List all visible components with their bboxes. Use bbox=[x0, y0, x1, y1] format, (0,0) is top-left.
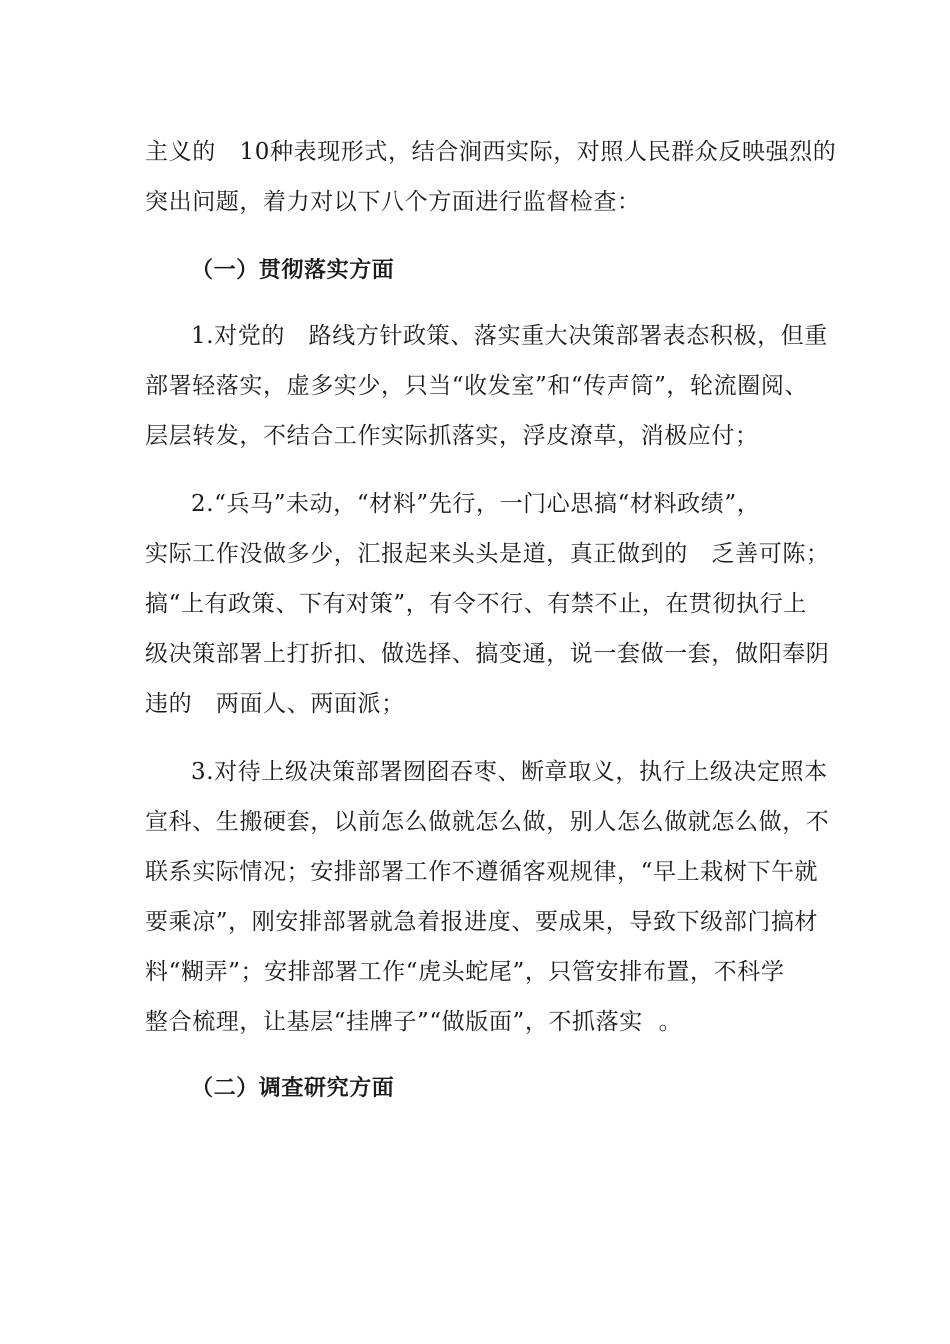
intro-line-2: 突出问题，着力对以下八个方面进行监督检查： bbox=[145, 189, 641, 215]
item-3-line-6: 整合梳理，让基层“挂牌子”“做版面”，不抓落实 。 bbox=[145, 1009, 683, 1035]
section-1-heading: （一）贯彻落实方面 bbox=[191, 258, 395, 283]
item-1-line-3: 层层转发，不结合工作实际抓落实，浮皮潦草，消极应付； bbox=[145, 423, 759, 449]
item-3-line-4: 要乘凉”，刚安排部署就急着报进度、要成果，导致下级部门搞材 bbox=[145, 909, 819, 935]
section-2-heading: （二）调查研究方面 bbox=[191, 1076, 395, 1101]
item-3-line-5: 料“糊弄”；安排部署工作“虎头蛇尾”，只管安排布置，不科学 bbox=[145, 959, 785, 985]
item-3-line-1: 3.对待上级决策部署囫囵吞枣、断章取义，执行上级决定照本 bbox=[191, 759, 828, 785]
item-1-line-2: 部署轻落实，虚多实少，只当“收发室”和“传声筒”，轮流圈阅、 bbox=[145, 373, 809, 399]
item-3-line-2: 宣科、生搬硬套，以前怎么做就怎么做，别人怎么做就怎么做，不 bbox=[145, 809, 830, 835]
item-3-line-3: 联系实际情况；安排部署工作不遵循客观规律，“早上栽树下午就 bbox=[145, 859, 819, 885]
item-2-line-5: 违的 两面人、两面派； bbox=[145, 691, 405, 717]
item-2-line-1: 2.“兵马”未动，“材料”先行，一门心思搞“材料政绩”， bbox=[191, 491, 761, 517]
item-2-line-4: 级决策部署上打折扣、做选择、搞变通，说一套做一套，做阳奉阴 bbox=[145, 641, 830, 667]
item-2-line-2: 实际工作没做多少，汇报起来头头是道，真正做到的 乏善可陈； bbox=[145, 541, 830, 567]
item-2-line-3: 搞“上有政策、下有对策”，有令不行、有禁不止，在贯彻执行上 bbox=[145, 591, 807, 617]
item-1-line-1: 1.对党的 路线方针政策、落实重大决策部署表态积极，但重 bbox=[191, 323, 828, 349]
intro-line-1: 主义的 10种表现形式，结合涧西实际，对照人民群众反映强烈的 bbox=[145, 139, 837, 165]
